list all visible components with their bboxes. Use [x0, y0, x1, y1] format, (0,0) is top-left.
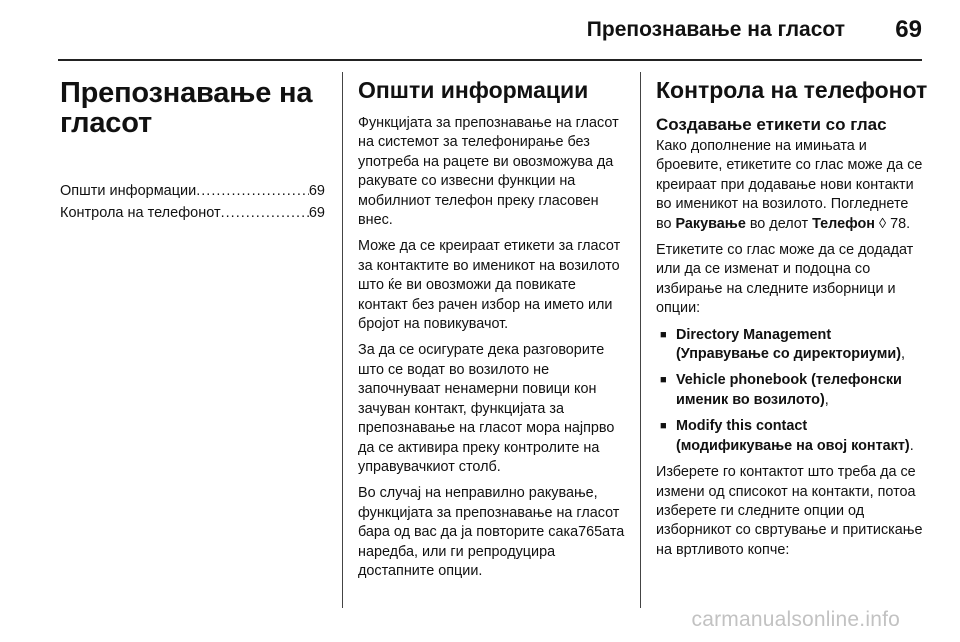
- toc-item-phone-control[interactable]: [60, 202, 325, 224]
- subsection-title-voice-tags: Создавање етикети со глас: [656, 115, 887, 134]
- header-rule: [58, 59, 922, 61]
- reference-phone: Телефон: [812, 215, 875, 232]
- chapter-column: [60, 72, 325, 224]
- square-bullet-icon: ■: [660, 328, 667, 341]
- watermark: carmanualsonline.info: [691, 608, 900, 631]
- paragraph: За да се осигурате дека разговорите што се водат во возилото не започнуваат ненамерни повици кон зачуван контакт, функцијата за препознавање на гласот мора најпрво да се активира преку контролите на управувачкиот столб.: [358, 342, 615, 475]
- option-name: Directory Management (Управување со директориуми): [676, 326, 902, 363]
- toc-label: Општи информации: [60, 183, 197, 199]
- phone-control-column: [656, 72, 926, 567]
- paragraph: Во случај на неправилно ракување, функцијата за препознавање на гласот бара од вас да ја повторите сака765ата наредба, или ги репродуцира достапните опции.: [358, 485, 625, 579]
- chapter-title-line2: гласот: [60, 107, 153, 139]
- option-name: Vehicle phonebook (телефонски именик во возилото): [676, 372, 902, 408]
- square-bullet-icon: ■: [660, 420, 667, 433]
- page-header: [0, 0, 960, 62]
- menu-option-list: [656, 326, 926, 456]
- column-divider-2: [640, 72, 641, 608]
- section-title-phone-control: Контрола на телефонот: [656, 77, 928, 103]
- toc-label: Контрола на телефонот: [60, 205, 221, 221]
- option-name: Modify this contact (модификување на овој контакт): [676, 418, 910, 454]
- toc-page: 69: [308, 183, 325, 199]
- column-divider-1: [342, 72, 343, 608]
- chapter-title: [60, 78, 325, 138]
- list-item: ■ Modify this contact (модификување на овој контакт).: [660, 418, 914, 454]
- square-bullet-icon: ■: [660, 374, 667, 387]
- chapter-title-line1: Препознавање на: [60, 77, 313, 109]
- paragraph: Функцијата за препознавање на гласот на системот за телефонирање без употреба на рацете ви овозможува да ракувате со извесни функции на мобилниот телефон преку гласовен внес.: [358, 115, 619, 229]
- table-of-contents: [60, 180, 325, 224]
- toc-leader-dots: [221, 202, 309, 224]
- general-info-column: [358, 72, 626, 588]
- section-title-general-info: Општи информации: [358, 77, 589, 103]
- list-item: ■ Vehicle phonebook (телефонски именик во возилото),: [660, 372, 902, 408]
- page-number: 69: [895, 16, 922, 43]
- toc-leader-dots: [196, 180, 309, 202]
- paragraph: Како дополнение на имињата и броевите, етикетите со глас може да се креираат при додавање нови контакти во именикот на возилото. Погледнете во Ракување во делот Телефон ◊ 78.: [656, 138, 923, 232]
- header-title: Препознавање на гласот: [586, 18, 845, 41]
- reference-operation: Ракување: [675, 215, 746, 232]
- paragraph: Етикетите со глас може да се додадат или да се изменат и подоцна со избирање на следните изборници и опции:: [656, 242, 914, 317]
- paragraph: Може да се креираат етикети за гласот за контактите во именикот на возилото што ќе ви овозможи да повикате контакт без рачен избор на името или бројот на повикувачот.: [358, 238, 621, 333]
- paragraph: Изберете го контактот што треба да се измени од списокот на контакти, потоа изберете ги следните опции од изборникот со свртување и притискање на вртливото копче:: [656, 464, 923, 558]
- toc-page: 69: [308, 205, 325, 221]
- page-reference[interactable]: ◊ 78.: [875, 215, 911, 232]
- list-item: ■ Directory Management (Управување со директориуми),: [660, 326, 906, 363]
- toc-item-general-info[interactable]: [60, 180, 325, 202]
